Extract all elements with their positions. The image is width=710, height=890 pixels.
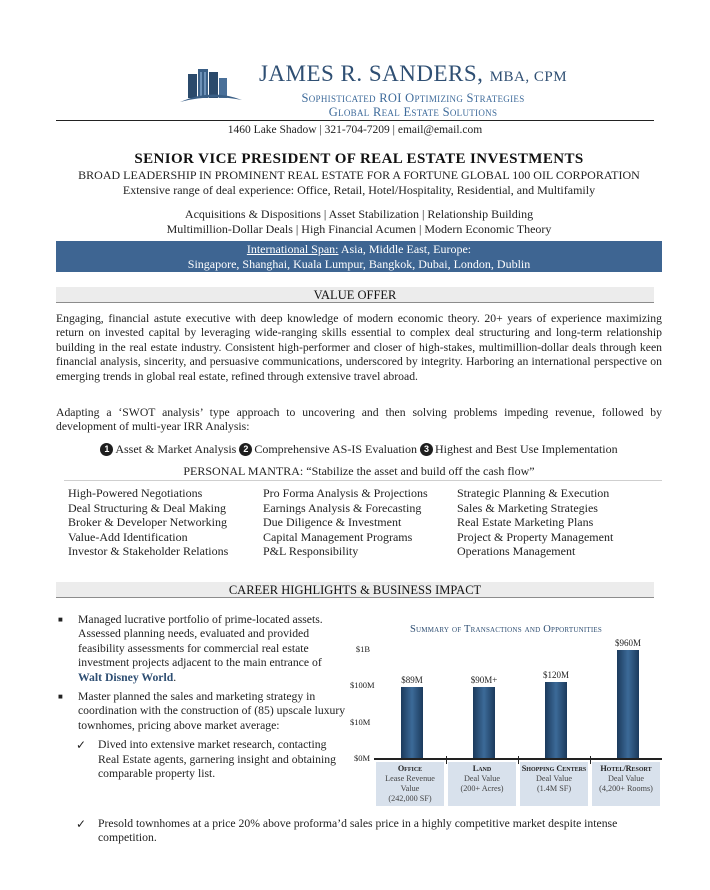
- list-item: ■ Managed lucrative portfolio of prime-located assets. Assessed planning needs, evaluated and provided feasibility assessments for commercial real estate investment projects adjacent to the main entrance of Walt Disney World.: [58, 613, 323, 684]
- step-label-2: Comprehensive AS-IS Evaluation: [254, 442, 417, 456]
- check-icon: ✓: [76, 738, 87, 753]
- competency-item: Investor & Stakeholder Relations: [68, 544, 229, 559]
- career-heading: CAREER HIGHLIGHTS & BUSINESS IMPACT: [56, 582, 654, 598]
- category-sub-label: Deal Value: [608, 774, 644, 783]
- competency-item: P&L Responsibility: [263, 544, 359, 559]
- skills-line-1: Acquisitions & Dispositions | Asset Stabilization | Relationship Building: [184, 207, 534, 221]
- category-sub-label: (242,000 SF): [388, 794, 432, 803]
- list-item: ■ Master planned the sales and marketing strategy in coordination with the construction of (85) upscale luxury townhomes, pricing above market average:: [58, 690, 346, 732]
- category-divider: [590, 756, 591, 764]
- transactions-chart: [350, 618, 662, 808]
- category-name: Office: [397, 764, 423, 773]
- category-name: Shopping Centers: [521, 764, 587, 773]
- competency-item: Strategic Planning & Execution: [457, 486, 610, 500]
- skills-line-2: Multimillion-Dollar Deals | High Financial Acumen | Modern Economic Theory: [166, 222, 552, 236]
- competency-item: Earnings Analysis & Forecasting: [263, 500, 422, 515]
- list-item: ✓ Dived into extensive market research, contacting Real Estate agents, garnering insight and obtaining comparable property list.: [76, 738, 336, 781]
- competency-item: Real Estate Marketing Plans: [457, 515, 594, 530]
- square-bullet-icon: ■: [58, 692, 63, 702]
- competency-item: High-Powered Negotiations: [68, 486, 203, 500]
- job-title: SENIOR VICE PRESIDENT OF REAL ESTATE INVESTMENTS: [134, 151, 584, 167]
- personal-mantra: PERSONAL MANTRA: “Stabilize the asset and build off the cash flow”: [183, 464, 535, 478]
- y-tick-label: $100M: [350, 680, 375, 691]
- international-span-banner: [56, 241, 662, 272]
- list-item: ✓ Presold townhomes at a price 20% above proforma’d sales price in a highly competitive market despite intense competition.: [76, 817, 618, 845]
- competency-item: Capital Management Programs: [263, 529, 413, 544]
- category-name: Land: [472, 764, 492, 773]
- category-divider: [446, 756, 447, 764]
- competency-item: Value-Add Identification: [68, 529, 188, 544]
- category-divider: [518, 756, 519, 764]
- international-label: International Span:: [246, 242, 339, 256]
- check-icon: ✓: [76, 817, 87, 831]
- bar-value-label: $90M+: [470, 674, 498, 685]
- step-number-3: 3: [420, 443, 433, 456]
- value-offer-paragraph-1: Engaging, financial astute executive with deep knowledge of modern economic theory. 20+ years of experience maximizing return on invested capital by leveraging wide-ranging skills essential to complex deal structuring and long-term relationship building in the real estate industry. Consistent high-performer and closer of high-stakes, multimillion-dollar deals through keen financial analysis, sincerity, and persuasive communications, underscored by integrity. Harboring an international perspective on emerging trends in global real estate, refined through extensive travel abroad.: [56, 312, 662, 383]
- category-label-box: [376, 762, 444, 806]
- category-sub-label: Deal Value: [464, 774, 500, 783]
- city-skyline-icon: [178, 66, 244, 106]
- competency-item: Pro Forma Analysis & Projections: [263, 486, 428, 500]
- y-tick-label: $1B: [355, 644, 370, 654]
- international-regions: Asia, Middle East, Europe:: [338, 242, 472, 256]
- category-label-box: [448, 762, 516, 806]
- subtitle: BROAD LEADERSHIP IN PROMINENT REAL ESTATE FOR A FORTUNE GLOBAL 100 OIL CORPORATION: [78, 168, 640, 182]
- category-label-box: [592, 762, 660, 806]
- contact-info: 1460 Lake Shadow | 321-704-7209 | email@email.com: [56, 120, 654, 138]
- competency-column-3: [457, 486, 613, 559]
- competency-item: Broker & Developer Networking: [68, 515, 227, 530]
- competency-item: Due Diligence & Investment: [263, 515, 402, 530]
- tagline-1: Sophisticated ROI Optimizing Strategies: [301, 91, 525, 105]
- competency-item: Project & Property Management: [457, 529, 614, 544]
- bar-hotel-resort: [617, 650, 639, 758]
- chart-title: Summary of Transactions and Opportunities: [410, 624, 602, 635]
- career-highlights: [56, 613, 346, 786]
- step-label-1: Asset & Market Analysis: [115, 442, 237, 456]
- bar-shopping-centers: [545, 682, 567, 758]
- bar-land: [473, 687, 495, 758]
- bar-office: [401, 687, 423, 758]
- competency-item: Deal Structuring & Deal Making: [68, 500, 226, 515]
- category-sub-label: Lease Revenue: [385, 774, 435, 783]
- value-offer-heading: VALUE OFFER: [56, 287, 654, 303]
- competency-column-2: [263, 486, 428, 559]
- y-tick-label: $10M: [350, 716, 371, 727]
- bar-value-label: $120M: [542, 670, 569, 681]
- tagline-2: Global Real Estate Solutions: [328, 105, 498, 119]
- credentials: MBA, CPM: [489, 69, 568, 85]
- international-cities: Singapore, Shanghai, Kuala Lumpur, Bangkok, Dubai, London, Dublin: [187, 257, 531, 271]
- square-bullet-icon: ■: [58, 615, 63, 624]
- competency-item: Sales & Marketing Strategies: [457, 500, 598, 515]
- category-sub-label: Deal Value: [536, 774, 572, 783]
- header: [248, 60, 578, 119]
- competency-item: Operations Management: [457, 544, 576, 559]
- category-sub-label: (4,200+ Rooms): [599, 784, 653, 793]
- y-tick-label: $0M: [353, 753, 370, 763]
- deal-experience: Extensive range of deal experience: Office, Retail, Hotel/Hospitality, Residential, and Multifamily: [122, 183, 596, 197]
- category-label-box: [520, 762, 588, 806]
- category-sub-label: (1.4M SF): [536, 784, 572, 793]
- value-offer-paragraph-2: Adapting a ‘SWOT analysis’ type approach to uncovering and then solving problems impeding revenue, followed by development of multi-year IRR Analysis:: [56, 406, 662, 434]
- step-label-3: Highest and Best Use Implementation: [435, 442, 618, 456]
- bar-value-label: $89M: [401, 675, 423, 686]
- candidate-name: JAMES R. SANDERS, MBA, CPM: [258, 61, 568, 86]
- walt-disney-world: Walt Disney World: [78, 670, 174, 684]
- category-sub-label: (200+ Acres): [460, 784, 504, 793]
- step-number-2: 2: [239, 443, 252, 456]
- competency-column-1: [68, 486, 228, 559]
- competency-grid: [64, 480, 662, 559]
- category-name: Hotel/Resort: [600, 764, 652, 773]
- step-number-1: 1: [100, 443, 113, 456]
- category-sub-label: Value: [400, 784, 420, 793]
- headline: [56, 150, 662, 237]
- analysis-steps: [56, 442, 662, 457]
- bar-value-label: $960M: [614, 637, 641, 648]
